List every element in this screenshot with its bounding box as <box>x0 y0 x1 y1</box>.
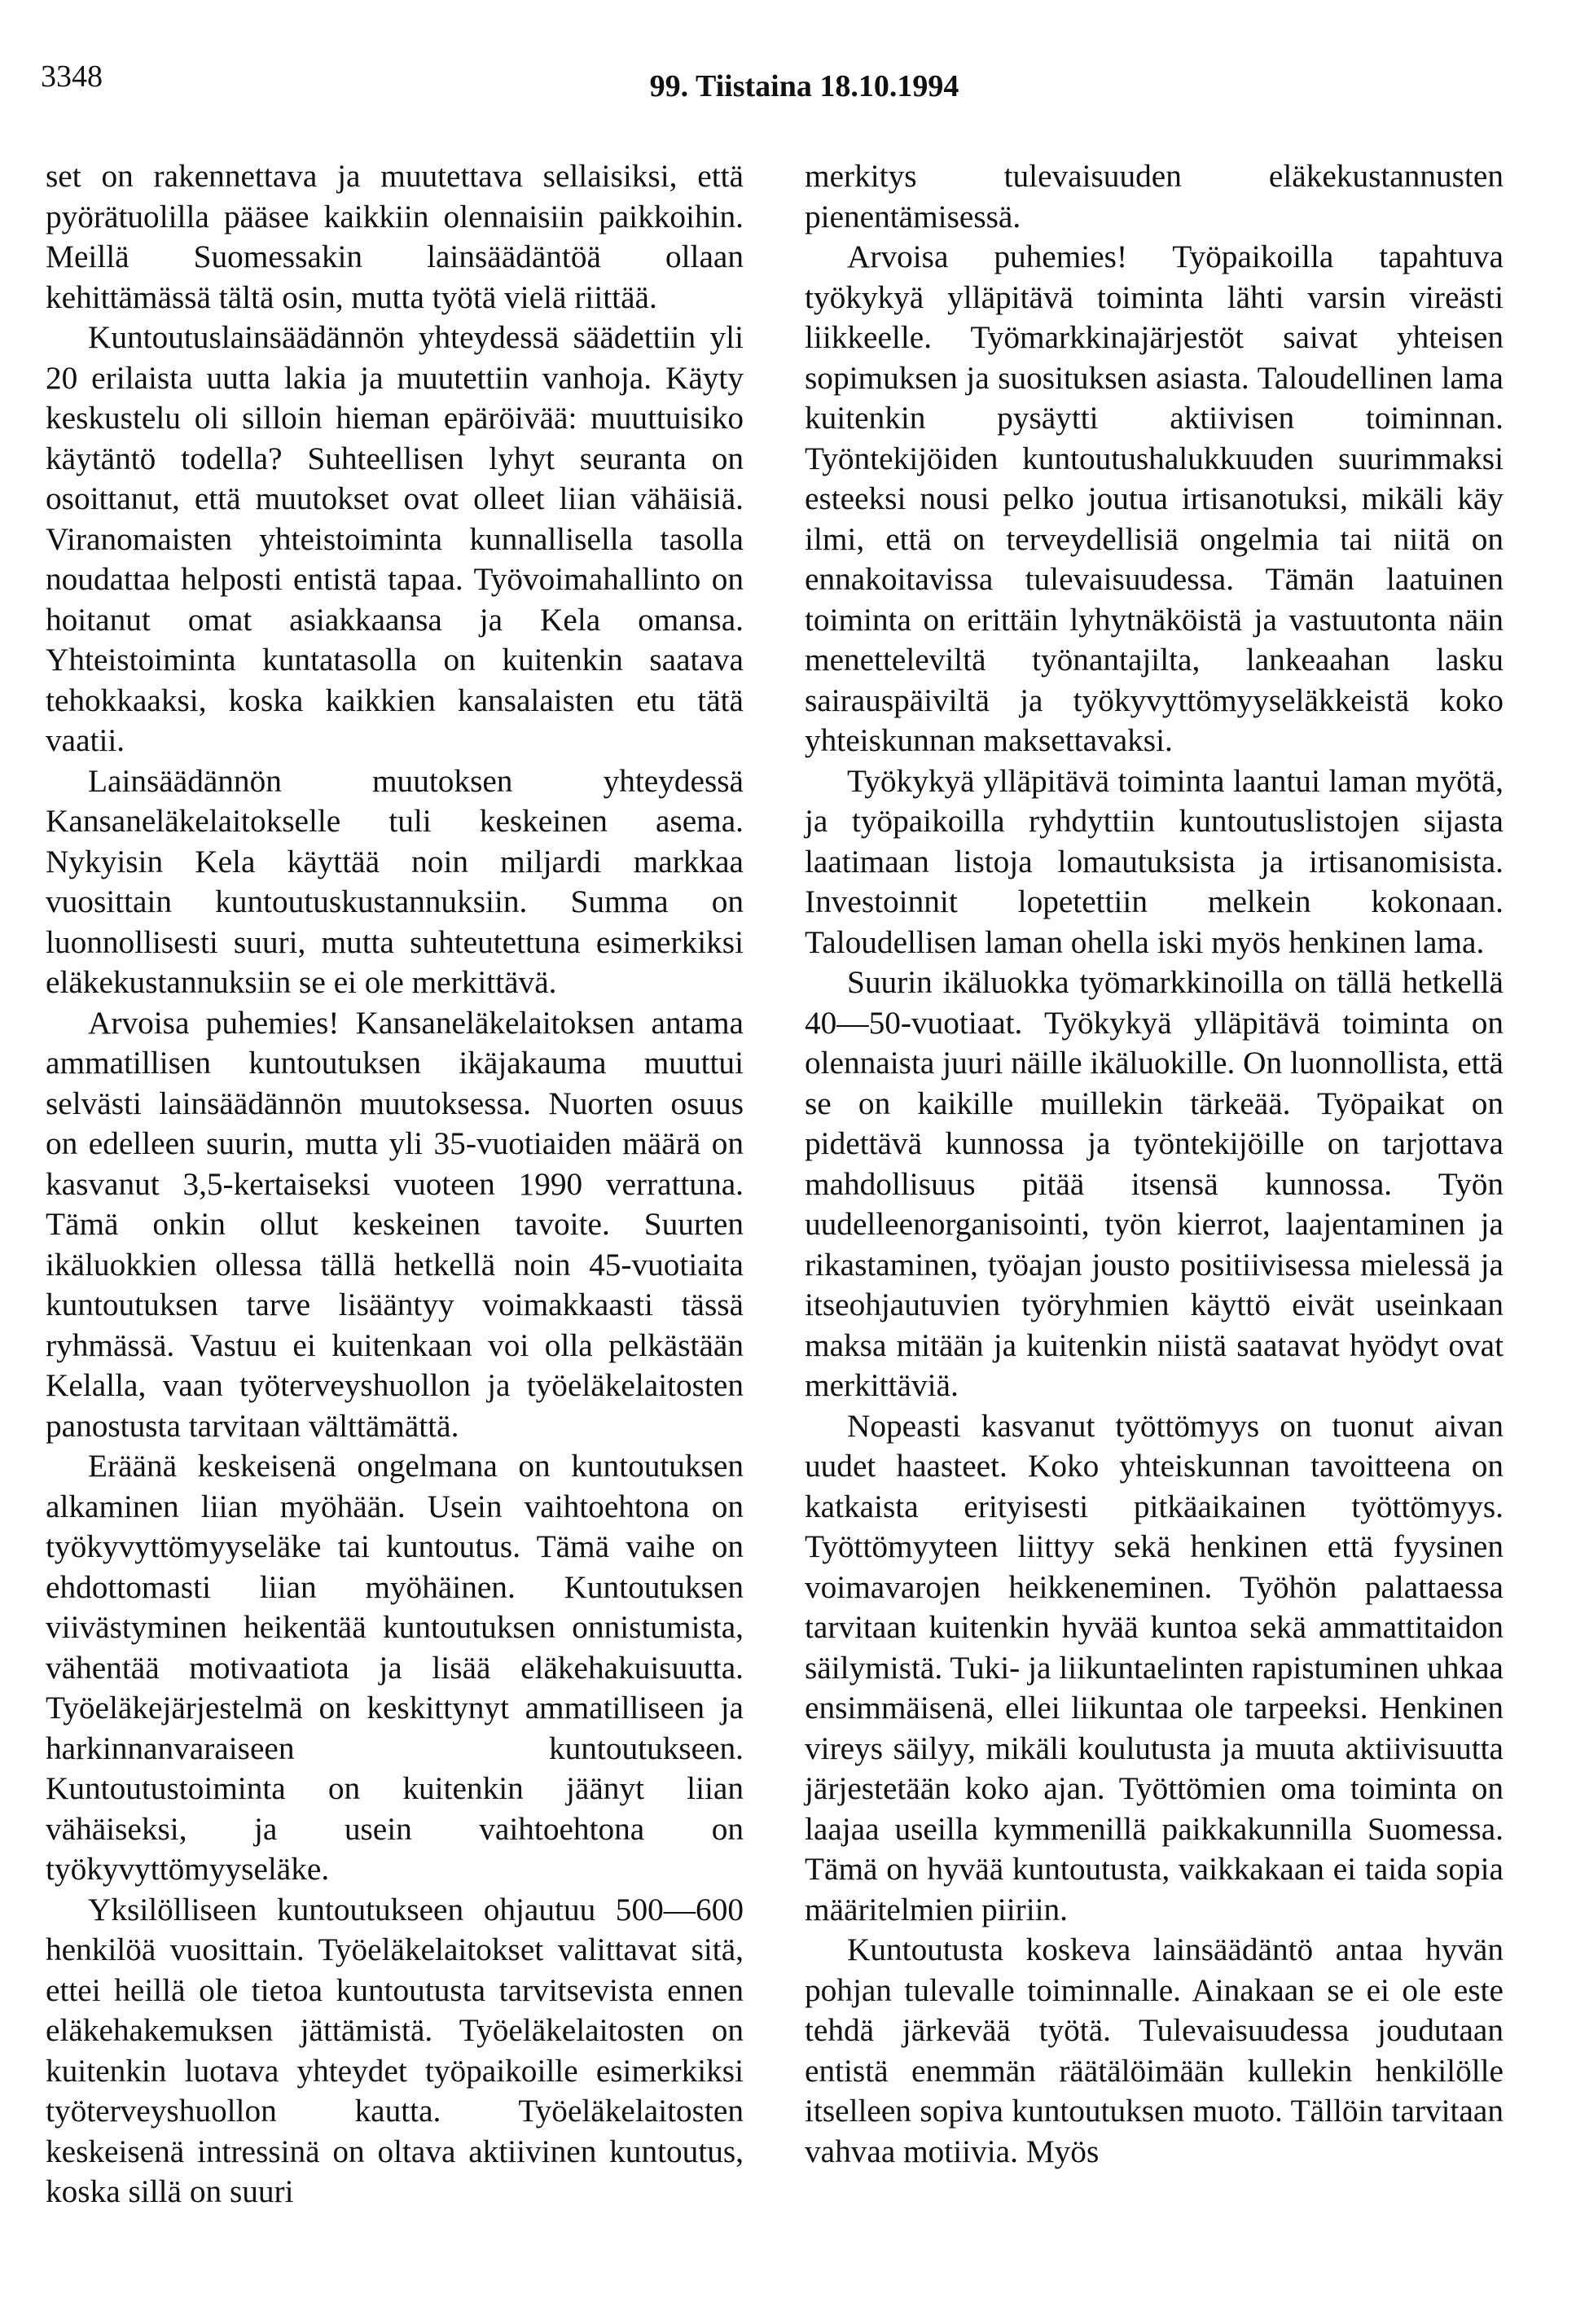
paragraph: Suurin ikäluokka työmarkkinoilla on tällä hetkellä 40—50-vuotiaat. Työkykyä ylläpitävä toiminta on olennaista juuri näille ikäluokille. On luonnollista, että se on kaikille muillekin tärkeää. Työpaikat on pidettävä kunnossa ja työntekijöille on tarjottava mahdollisuus pitää itsensä kunnossa. Työn uudelleenorganisointi, työn kierrot, laajentaminen ja rikastaminen, työajan jousto positiivisessa mielessä ja itseohjautuvien työryhmien käyttö eivät useinkaan maksa mitään ja kuitenkin niistä saatavat hyödyt ovat merkittäviä. <box>805 964 1504 1403</box>
paragraph: Nopeasti kasvanut työttömyys on tuonut aivan uudet haasteet. Koko yhteiskunnan tavoitteena on katkaista erityisesti pitkäaikainen työttömyys. Työttömyyteen liittyy sekä henkinen että fyysinen voimavarojen heikkeneminen. Työhön palattaessa tarvitaan kuitenkin hyvää kuntoa sekä ammattitaidon säilymistä. Tuki- ja liikuntaelinten rapistuminen uhkaa ensimmäisenä, ellei liikuntaa ole tarpeeksi. Henkinen vireys säilyy, mikäli koulutusta ja muuta aktiivisuutta järjestetään koko ajan. Työttömien oma toiminta on laajaa useilla kymmenillä paikkakunnilla Suomessa. Tämä on hyvää kuntoutusta, vaikkakaan ei taida sopia määritelmien piiriin. <box>805 1407 1504 1927</box>
left-column <box>46 156 744 2212</box>
paragraph: merkitys tulevaisuuden eläkekustannusten pienentämisessä. <box>805 158 1504 235</box>
paragraph: Lainsäädännön muutoksen yhteydessä Kansaneläkelaitokselle tuli keskeinen asema. Nykyisin Kela käyttää noin miljardi markkaa vuosittain kuntoutuskustannuksiin. Summa on luonnollisesti suuri, mutta suhteutettuna esimerkiksi eläkekustannuksiin se ei ole merkittävä. <box>46 762 744 1000</box>
right-column <box>805 156 1504 2172</box>
paragraph: Eräänä keskeisenä ongelmana on kuntoutuksen alkaminen liian myöhään. Usein vaihtoehtona on työkyvyttömyyseläke tai kuntoutus. Tämä vaihe on ehdottomasti liian myöhäinen. Kuntoutuksen viivästyminen heikentää kuntoutuksen onnistumista, vähentää motivaatiota ja lisää eläkehakuisuutta. Työeläkejärjestelmä on keskittynyt ammatilliseen ja harkinnanvaraiseen kuntoutukseen. Kuntoutustoiminta on kuitenkin jäänyt liian vähäiseksi, ja usein vaihtoehtona on työkyvyttömyyseläke. <box>46 1448 744 1887</box>
paragraph: Yksilölliseen kuntoutukseen ohjautuu 500—600 henkilöä vuosittain. Työeläkelaitokset valittavat sitä, ettei heillä ole tietoa kuntoutusta tarvitsevista ennen eläkehakemuksen jättämistä. Työeläkelaitosten on kuitenkin luotava yhteydet työpaikoille esimerkiksi työterveyshuollon kautta. Työeläkelaitosten keskeisenä intressinä on oltava aktiivinen kuntoutus, koska sillä on suuri <box>46 1891 744 2209</box>
paragraph: Arvoisa puhemies! Työpaikoilla tapahtuva työkykyä ylläpitävä toiminta lähti varsin vireästi liikkeelle. Työmarkkinajärjestöt saivat yhteisen sopimuksen ja suosituksen asiasta. Taloudellinen lama kuitenkin pysäytti aktiivisen toiminnan. Työntekijöiden kuntoutushalukkuuden suurimmaksi esteeksi nousi pelko joutua irtisanotuksi, mikäli käy ilmi, että on terveydellisiä ongelmia tai niitä on ennakoitavissa tulevaisuudessa. Tämän laatuinen toiminta on erittäin lyhytnäköistä ja vastuutonta näin menetteleviltä työnantajilta, lankeaahan lasku sairauspäiviltä ja työkyvyttömyyseläkkeistä koko yhteiskunnan maksettavaksi. <box>805 239 1504 758</box>
paragraph: Kuntoutuslainsäädännön yhteydessä säädettiin yli 20 erilaista uutta lakia ja muutettiin vanhoja. Käyty keskustelu oli silloin hieman epäröivää: muuttuisiko käytäntö todella? Suhteellisen lyhyt seuranta on osoittanut, että muutokset ovat olleet liian vähäisiä. Viranomaisten yhteistoiminta kunnallisella tasolla noudattaa helposti entistä tapaa. Työvoimahallinto on hoitanut omat asiakkaansa ja Kela omansa. Yhteistoiminta kuntatasolla on kuitenkin saatava tehokkaaksi, koska kaikkien kansalaisten etu tätä vaatii. <box>46 319 744 758</box>
paragraph: set on rakennettava ja muutettava sellaisiksi, että pyörätuolilla pääsee kaikkiin olennaisiin paikkoihin. Meillä Suomessakin lainsäädäntöä ollaan kehittämässä tältä osin, mutta työtä vielä riittää. <box>46 158 744 315</box>
paragraph: Työkykyä ylläpitävä toiminta laantui laman myötä, ja työpaikoilla ryhdyttiin kuntoutuslistojen sijasta laatimaan listoja lomautuksista ja irtisanomisista. Investoinnit lopetettiin melkein kokonaan. Taloudellisen laman ohella iski myös henkinen lama. <box>805 762 1504 960</box>
paragraph: Arvoisa puhemies! Kansaneläkelaitoksen antama ammatillisen kuntoutuksen ikäjakauma muuttui selvästi lainsäädännön muutoksessa. Nuorten osuus on edelleen suurin, mutta yli 35-vuotiaiden määrä on kasvanut 3,5-kertaiseksi vuoteen 1990 verrattuna. Tämä onkin ollut keskeinen tavoite. Suurten ikäluokkien ollessa tällä hetkellä noin 45-vuotiaita kuntoutuksen tarve lisääntyy voimakkaasti tässä ryhmässä. Vastuu ei kuitenkaan voi olla pelkästään Kelalla, vaan työterveyshuollon ja työeläkelaitosten panostusta tarvitaan välttämättä. <box>46 1004 744 1444</box>
paragraph: Kuntoutusta koskeva lainsäädäntö antaa hyvän pohjan tulevalle toiminnalle. Ainakaan se ei ole este tehdä järkevää työtä. Tulevaisuudessa joudutaan entistä enemmän räätälöimään kullekin henkilölle itselleen sopiva kuntoutuksen muoto. Tällöin tarvitaan vahvaa motiivia. Myös <box>805 1932 1504 2169</box>
page-number: 3348 <box>41 59 103 94</box>
session-header: 99. Tiistaina 18.10.1994 <box>649 69 959 103</box>
